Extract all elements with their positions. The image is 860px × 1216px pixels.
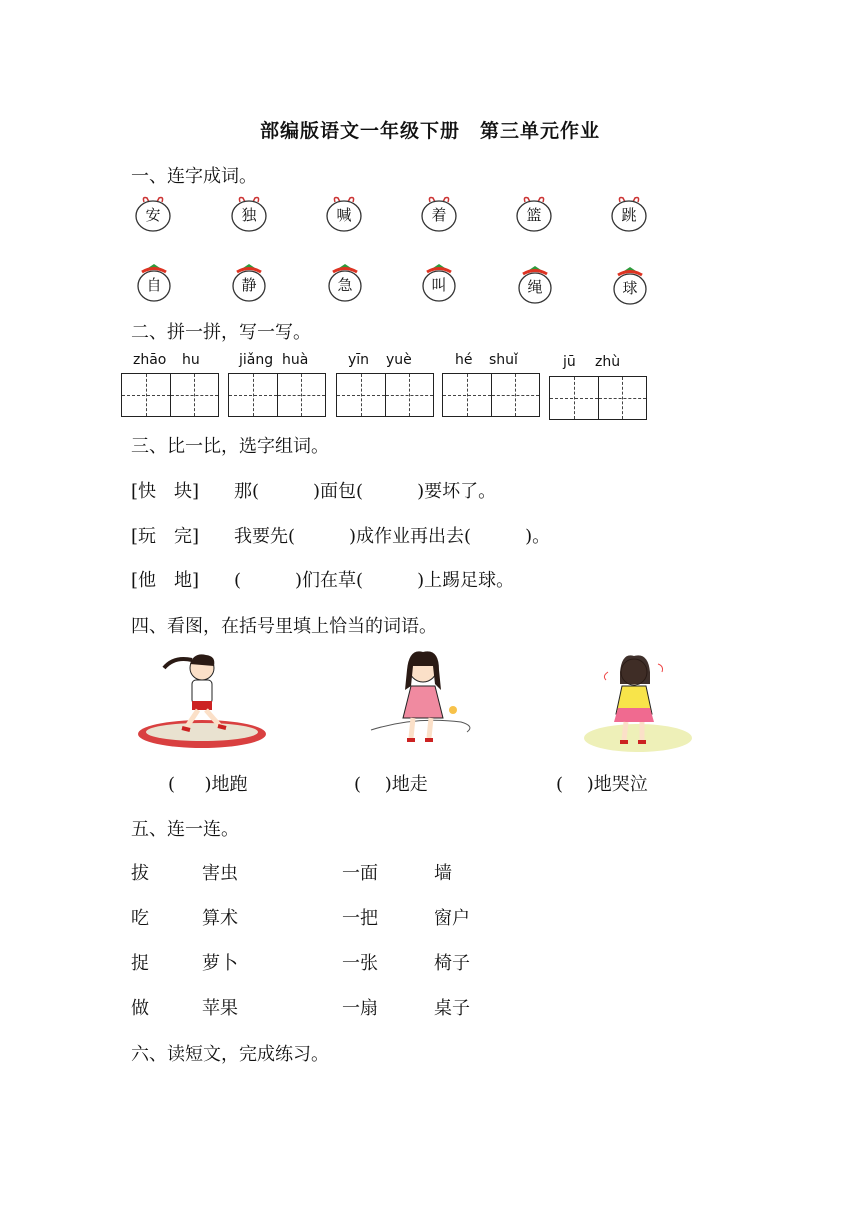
- pinyin: hu: [182, 352, 200, 368]
- bun-character-card[interactable]: [133, 195, 173, 235]
- bun-character-card[interactable]: [419, 195, 459, 235]
- picture-caption-run[interactable]: ( )地跑: [168, 774, 248, 795]
- pinyin: yuè: [386, 352, 412, 368]
- radish-character: 绳: [527, 278, 543, 296]
- bun-character: 喊: [336, 206, 352, 224]
- radish-character: 球: [622, 279, 638, 297]
- radish-character: 自: [146, 276, 162, 294]
- char-pair: [玩 完]: [131, 526, 200, 547]
- match-item[interactable]: 萝卜: [202, 953, 238, 974]
- match-item[interactable]: 一面: [342, 863, 378, 884]
- match-item[interactable]: 窗户: [434, 908, 470, 929]
- radish-character: 急: [337, 276, 353, 294]
- radish-character-card[interactable]: [515, 264, 555, 304]
- crying-girl-illustration: [580, 650, 720, 758]
- char-pair: [快 块]: [131, 481, 200, 502]
- pinyin: shuǐ: [489, 352, 518, 368]
- radish-character-card[interactable]: [419, 262, 459, 302]
- fill-sentence[interactable]: 那( )面包( )要坏了。: [234, 481, 497, 502]
- running-girl-illustration: [134, 646, 274, 754]
- match-item[interactable]: 害虫: [202, 863, 238, 884]
- fill-sentence[interactable]: ( )们在草( )上踢足球。: [234, 570, 515, 591]
- radish-character: 叫: [431, 276, 447, 294]
- bun-character: 着: [431, 206, 447, 224]
- bun-character: 安: [145, 206, 161, 224]
- radish-character-card[interactable]: [229, 262, 269, 302]
- pinyin: huà: [282, 352, 309, 368]
- match-item[interactable]: 做: [131, 998, 149, 1019]
- writing-cell[interactable]: [278, 374, 326, 416]
- writing-grid[interactable]: [228, 373, 326, 417]
- writing-grid[interactable]: [442, 373, 540, 417]
- bun-character-card[interactable]: [229, 195, 269, 235]
- match-item[interactable]: 桌子: [434, 998, 470, 1019]
- match-item[interactable]: 椅子: [434, 953, 470, 974]
- pinyin: yīn: [348, 352, 370, 368]
- radish-character-card[interactable]: [610, 265, 650, 305]
- bun-character: 篮: [526, 206, 542, 224]
- radish-character-card[interactable]: [325, 262, 365, 302]
- writing-cell[interactable]: [337, 374, 386, 416]
- match-item[interactable]: 一张: [342, 953, 378, 974]
- section1-heading: 一、连字成词。: [131, 166, 257, 187]
- writing-grid[interactable]: [549, 376, 647, 420]
- writing-cell[interactable]: [171, 374, 219, 416]
- bun-character-card[interactable]: [609, 195, 649, 235]
- match-item[interactable]: 捉: [131, 953, 149, 974]
- pinyin: zhāo: [133, 352, 167, 368]
- writing-cell[interactable]: [229, 374, 278, 416]
- match-item[interactable]: 墙: [434, 863, 452, 884]
- section2-heading: 二、拼一拼，写一写。: [131, 322, 311, 343]
- match-item[interactable]: 一扇: [342, 998, 378, 1019]
- match-item[interactable]: 算术: [202, 908, 238, 929]
- section4-heading: 四、看图，在括号里填上恰当的词语。: [131, 616, 437, 637]
- match-item[interactable]: 吃: [131, 908, 149, 929]
- page-title: 部编版语文一年级下册 第三单元作业: [259, 120, 600, 142]
- writing-cell[interactable]: [550, 377, 599, 419]
- section3-heading: 三、比一比，选字组词。: [131, 436, 329, 457]
- section6-heading: 六、读短文，完成练习。: [131, 1044, 329, 1065]
- writing-cell[interactable]: [122, 374, 171, 416]
- radish-character-card[interactable]: [134, 262, 174, 302]
- walking-girl-illustration: [365, 646, 505, 754]
- writing-grid[interactable]: [336, 373, 434, 417]
- match-item[interactable]: 一把: [342, 908, 378, 929]
- section5-heading: 五、连一连。: [131, 819, 239, 840]
- radish-character: 静: [241, 276, 257, 294]
- writing-cell[interactable]: [386, 374, 434, 416]
- match-item[interactable]: 拔: [131, 863, 149, 884]
- bun-character: 独: [241, 206, 257, 224]
- match-item[interactable]: 苹果: [202, 998, 238, 1019]
- bun-character: 跳: [621, 206, 637, 224]
- writing-cell[interactable]: [443, 374, 492, 416]
- pinyin: jiǎng: [239, 352, 274, 368]
- picture-caption-walk[interactable]: ( )地走: [354, 774, 428, 795]
- bun-character-card[interactable]: [324, 195, 364, 235]
- pinyin: hé: [455, 352, 473, 368]
- picture-caption-cry[interactable]: ( )地哭泣: [556, 774, 648, 795]
- writing-cell[interactable]: [599, 377, 647, 419]
- pinyin: jū: [563, 354, 576, 370]
- bun-character-card[interactable]: [514, 195, 554, 235]
- pinyin: zhù: [595, 354, 621, 370]
- fill-sentence[interactable]: 我要先( )成作业再出去( )。: [234, 526, 551, 547]
- char-pair: [他 地]: [131, 570, 200, 591]
- writing-grid[interactable]: [121, 373, 219, 417]
- writing-cell[interactable]: [492, 374, 540, 416]
